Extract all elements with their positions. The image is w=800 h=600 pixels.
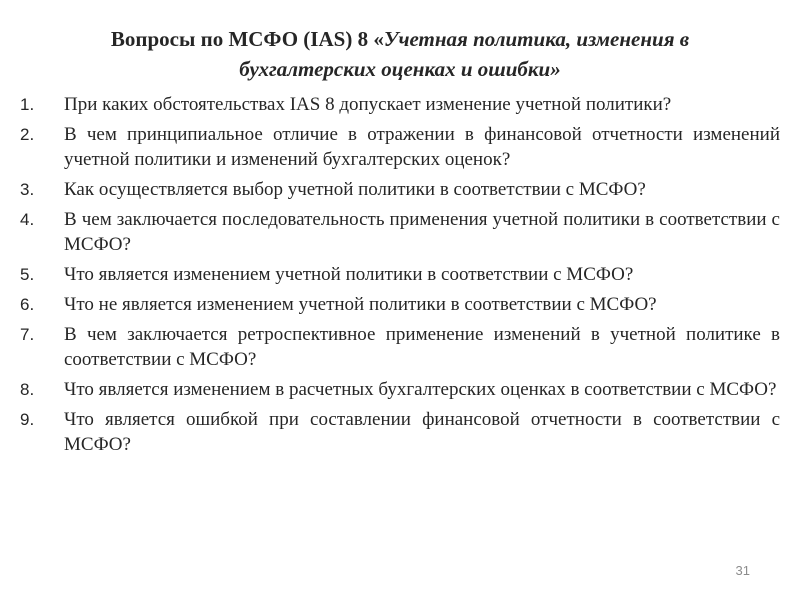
question-text: Что не является изменением учетной политики в соответствии с МСФО? — [64, 294, 657, 315]
question-number: 7. — [20, 325, 35, 344]
question-item — [20, 177, 780, 202]
question-text: Как осуществляется выбор учетной политики в соответствии с МСФО? — [64, 179, 646, 200]
question-text: В чем заключается последовательность применения учетной политики в соответствии с МСФО? — [64, 209, 780, 255]
slide-title — [40, 24, 760, 84]
question-number: 8. — [20, 380, 35, 399]
question-item — [20, 407, 780, 457]
question-text: Что является изменением в расчетных бухгалтерских оценках в соответствии с МСФО? — [64, 379, 777, 400]
question-list — [20, 92, 780, 462]
question-item — [20, 377, 780, 402]
question-number: 5. — [20, 265, 35, 284]
question-text: Что является изменением учетной политики в соответствии с МСФО? — [64, 264, 634, 285]
slide-title-italic: Учетная политика, изменения в бухгалтерских оценках и ошибки» — [239, 27, 690, 81]
question-item — [20, 92, 780, 117]
question-number: 4. — [20, 210, 35, 229]
question-item — [20, 322, 780, 372]
question-text: В чем заключается ретроспективное применение изменений в учетной политике в соответствии с МСФО? — [64, 324, 780, 370]
question-number: 1. — [20, 95, 35, 114]
question-item — [20, 262, 780, 287]
question-item — [20, 207, 780, 257]
question-number: 9. — [20, 410, 35, 429]
question-item — [20, 292, 780, 317]
question-text: Что является ошибкой при составлении финансовой отчетности в соответствии с МСФО? — [64, 409, 780, 455]
question-item — [20, 122, 780, 172]
page-number: 31 — [735, 563, 750, 578]
question-text: В чем принципиальное отличие в отражении в финансовой отчетности изменений учетной политики и изменений бухгалтерских оценок? — [64, 124, 780, 170]
question-number: 6. — [20, 295, 35, 314]
question-number: 3. — [20, 180, 35, 199]
question-number: 2. — [20, 125, 35, 144]
slide-title-plain: Вопросы по МСФО (IAS) 8 « — [110, 27, 384, 51]
question-text: При каких обстоятельствах IAS 8 допускает изменение учетной политики? — [64, 94, 672, 115]
